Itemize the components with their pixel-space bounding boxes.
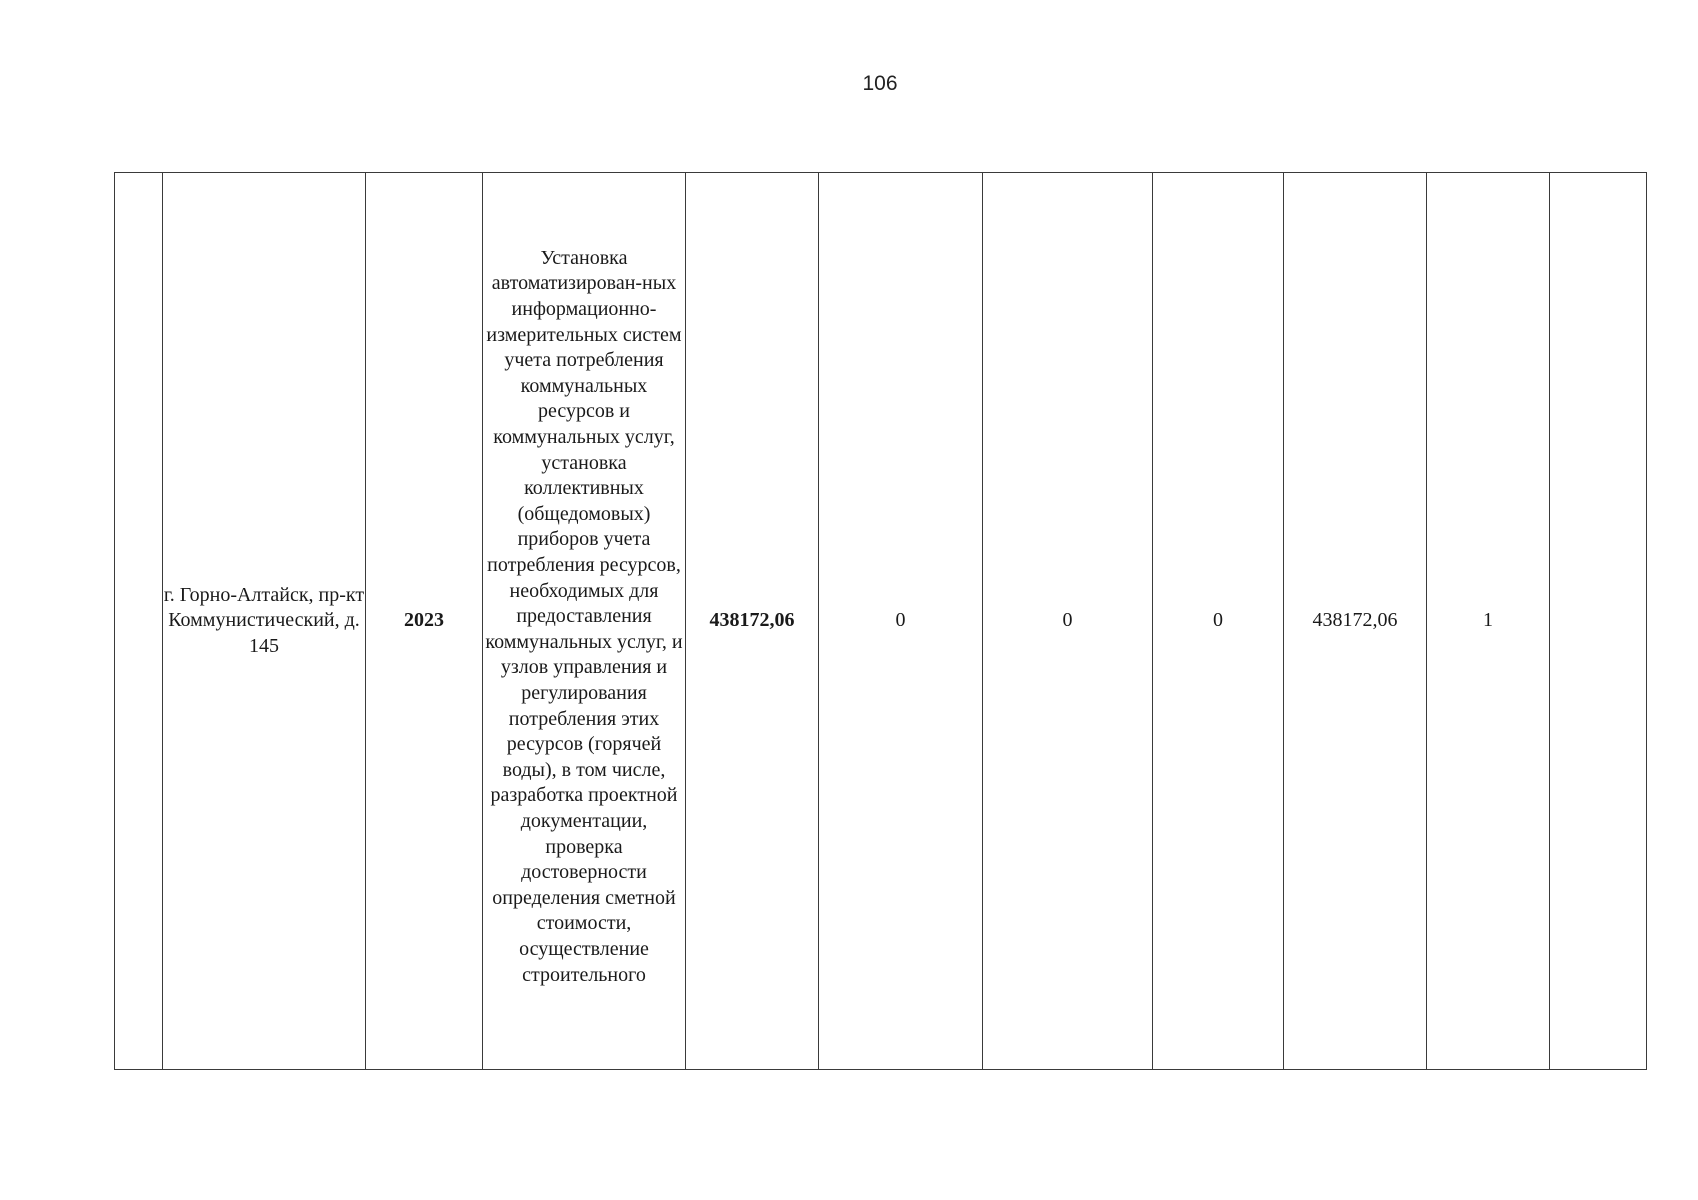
- index-cell: [115, 173, 163, 1070]
- work-description-text: Установка автоматизирован-ных информационно-измерительных систем учета потребления коммунальных ресурсов и коммунальных услуг, установка коллективных (общедомовых) приборов учета потребления ресурсов, необходимых для предоставления коммунальных услуг, и узлов управления и регулирования потребления этих ресурсов (горячей воды), в том числе, разработка проектной документации, проверка достоверности определения сметной стоимости, осуществление строительного: [485, 246, 683, 986]
- value-cell-5: 0: [819, 173, 983, 1070]
- work-description-cell: [483, 173, 686, 1070]
- work-plan-table: [114, 172, 1647, 1070]
- page-number: 106: [862, 72, 898, 95]
- total-cost-cell: 438172,06: [686, 173, 819, 1070]
- address-cell: г. Горно-Алтайск, пр-кт Коммунистический, д. 145: [163, 173, 366, 1070]
- value-cell-8: 438172,06: [1284, 173, 1427, 1070]
- year-cell: 2023: [366, 173, 483, 1070]
- value-cell-6: 0: [983, 173, 1153, 1070]
- table-row: [115, 173, 1647, 1070]
- value-cell-10: [1550, 173, 1647, 1070]
- value-cell-9: 1: [1427, 173, 1550, 1070]
- value-cell-7: 0: [1153, 173, 1284, 1070]
